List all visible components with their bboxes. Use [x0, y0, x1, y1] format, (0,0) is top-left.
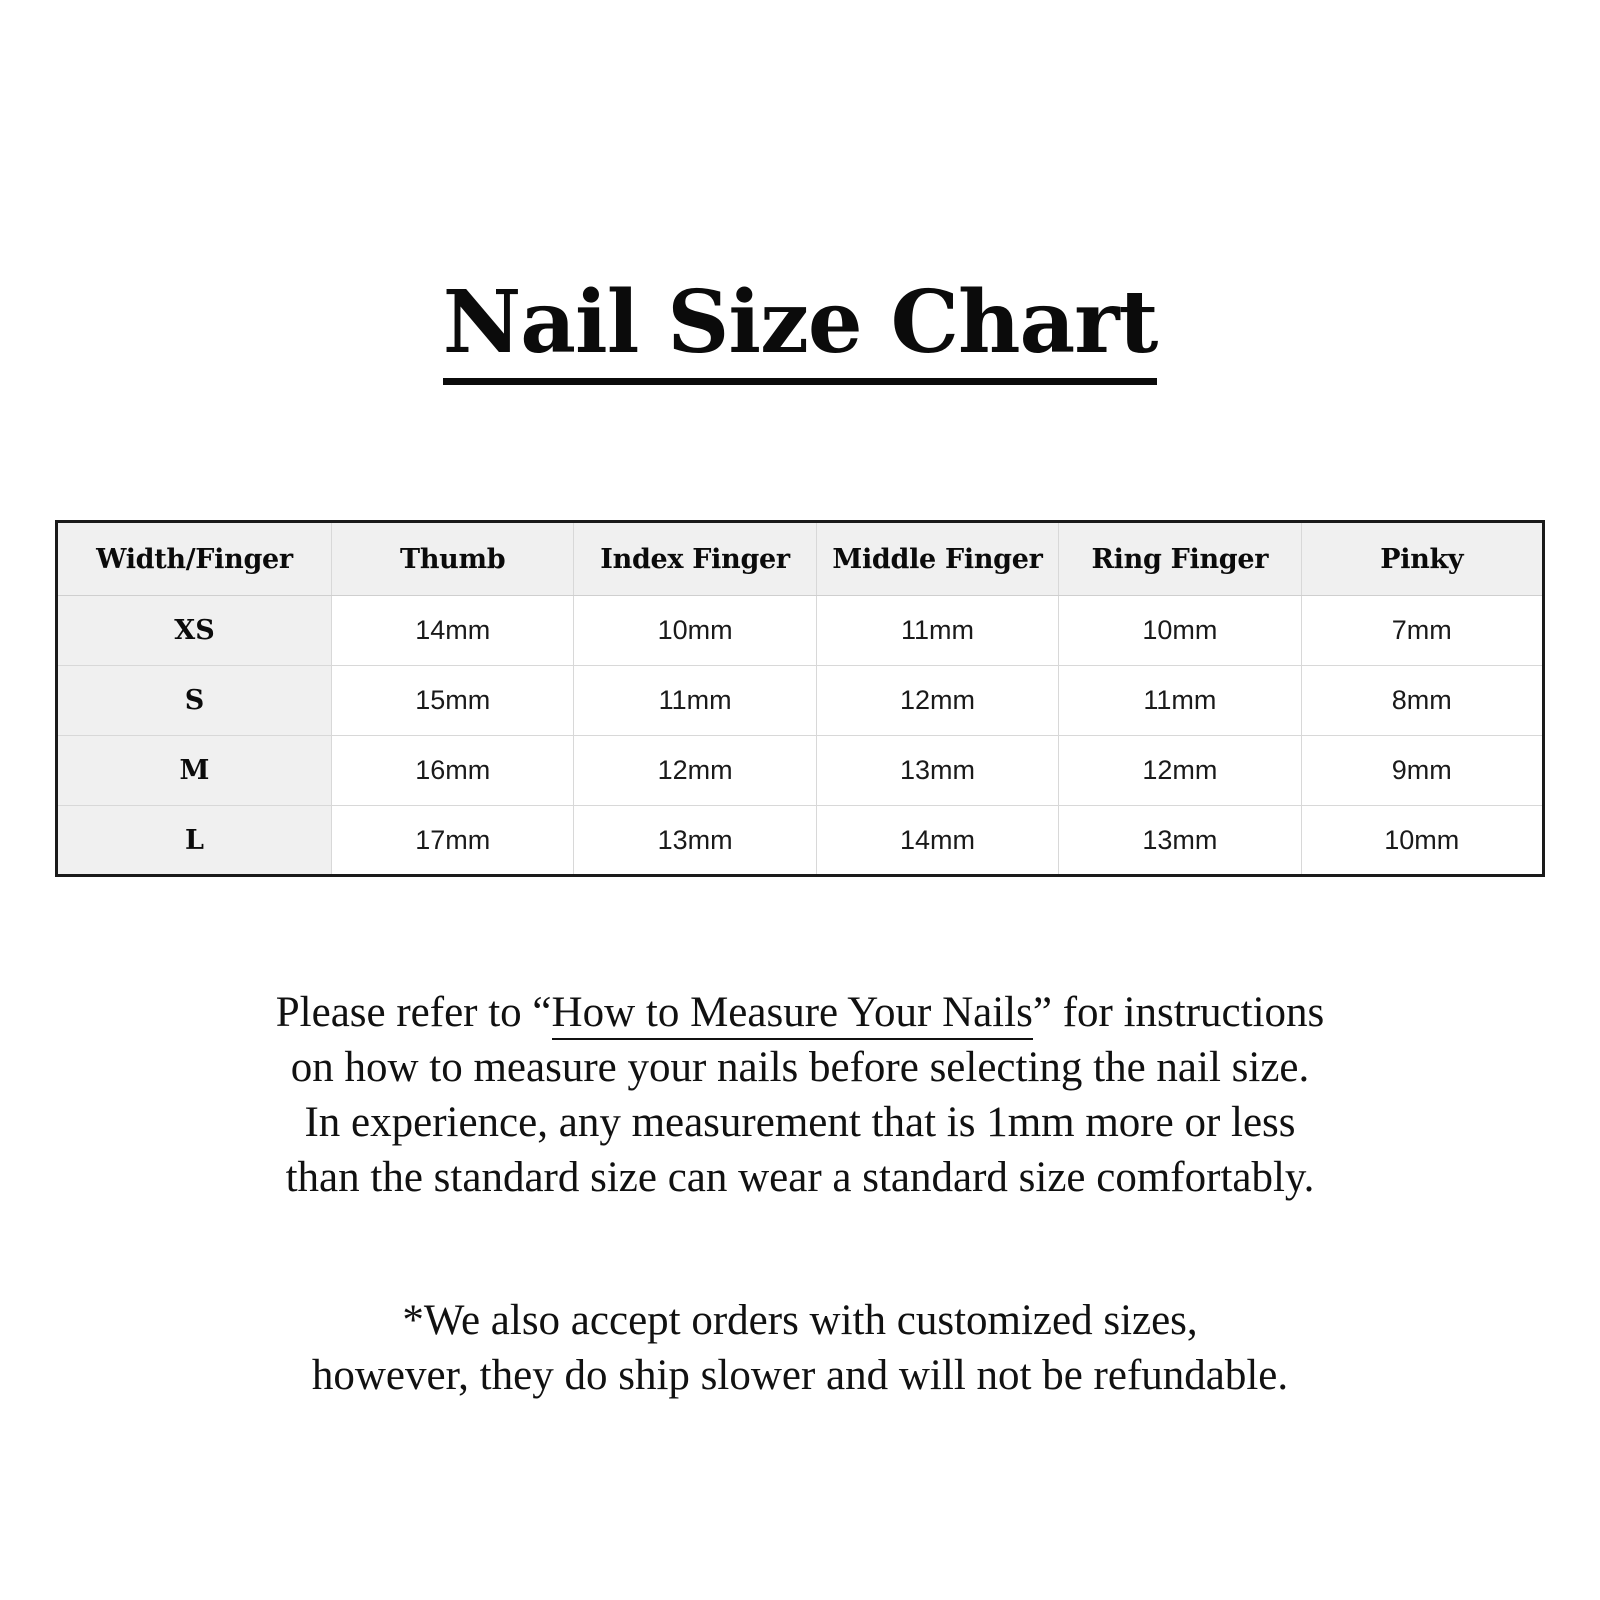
- table-header-row: [57, 522, 1544, 596]
- column-header-index-finger: Index Finger: [574, 522, 816, 596]
- column-header-width-finger: Width/Finger: [57, 522, 332, 596]
- cell-xs-index: 10mm: [574, 596, 816, 666]
- note-line: than the standard size can wear a standard size comfortably.: [285, 1154, 1315, 1202]
- table-body: [57, 596, 1544, 876]
- size-label-m: M: [57, 736, 332, 806]
- page-title: Nail Size Chart: [443, 280, 1158, 385]
- cell-m-pinky: 9mm: [1301, 736, 1543, 806]
- column-header-ring-finger: Ring Finger: [1059, 522, 1301, 596]
- table-row: [57, 736, 1544, 806]
- column-header-thumb: Thumb: [332, 522, 574, 596]
- how-to-measure-link[interactable]: How to Measure Your Nails: [552, 989, 1033, 1040]
- table-row: [57, 596, 1544, 666]
- cell-l-index: 13mm: [574, 806, 816, 876]
- cell-xs-ring: 10mm: [1059, 596, 1301, 666]
- note-line: *We also accept orders with customized sizes,: [402, 1297, 1198, 1345]
- cell-xs-thumb: 14mm: [332, 596, 574, 666]
- size-chart-table: [55, 520, 1545, 877]
- note-measure-instructions: [130, 985, 1470, 1205]
- cell-xs-middle: 11mm: [816, 596, 1058, 666]
- cell-s-pinky: 8mm: [1301, 666, 1543, 736]
- cell-m-ring: 12mm: [1059, 736, 1301, 806]
- cell-m-thumb: 16mm: [332, 736, 574, 806]
- cell-s-index: 11mm: [574, 666, 816, 736]
- note-line: In experience, any measurement that is 1mm more or less: [304, 1099, 1296, 1147]
- cell-xs-pinky: 7mm: [1301, 596, 1543, 666]
- note-line: on how to measure your nails before selecting the nail size.: [290, 1044, 1310, 1092]
- notes-section: [130, 985, 1470, 1403]
- note-line-text-pre: Please refer to “: [275, 989, 552, 1037]
- table-row: [57, 666, 1544, 736]
- size-label-l: L: [57, 806, 332, 876]
- cell-m-middle: 13mm: [816, 736, 1058, 806]
- cell-m-index: 12mm: [574, 736, 816, 806]
- table-row: [57, 806, 1544, 876]
- note-custom-sizes: [130, 1293, 1470, 1403]
- cell-s-middle: 12mm: [816, 666, 1058, 736]
- column-header-middle-finger: Middle Finger: [816, 522, 1058, 596]
- note-line: however, they do ship slower and will not be refundable.: [311, 1352, 1289, 1400]
- cell-l-pinky: 10mm: [1301, 806, 1543, 876]
- column-header-pinky: Pinky: [1301, 522, 1543, 596]
- page-title-container: [0, 0, 1600, 442]
- cell-l-middle: 14mm: [816, 806, 1058, 876]
- cell-s-ring: 11mm: [1059, 666, 1301, 736]
- note-line-text-post: ” for instructions: [1032, 989, 1325, 1037]
- cell-l-ring: 13mm: [1059, 806, 1301, 876]
- size-label-xs: XS: [57, 596, 332, 666]
- cell-s-thumb: 15mm: [332, 666, 574, 736]
- table-header: [57, 522, 1544, 596]
- note-line: [130, 985, 1470, 1040]
- size-chart-table-container: [55, 520, 1545, 877]
- cell-l-thumb: 17mm: [332, 806, 574, 876]
- size-label-s: S: [57, 666, 332, 736]
